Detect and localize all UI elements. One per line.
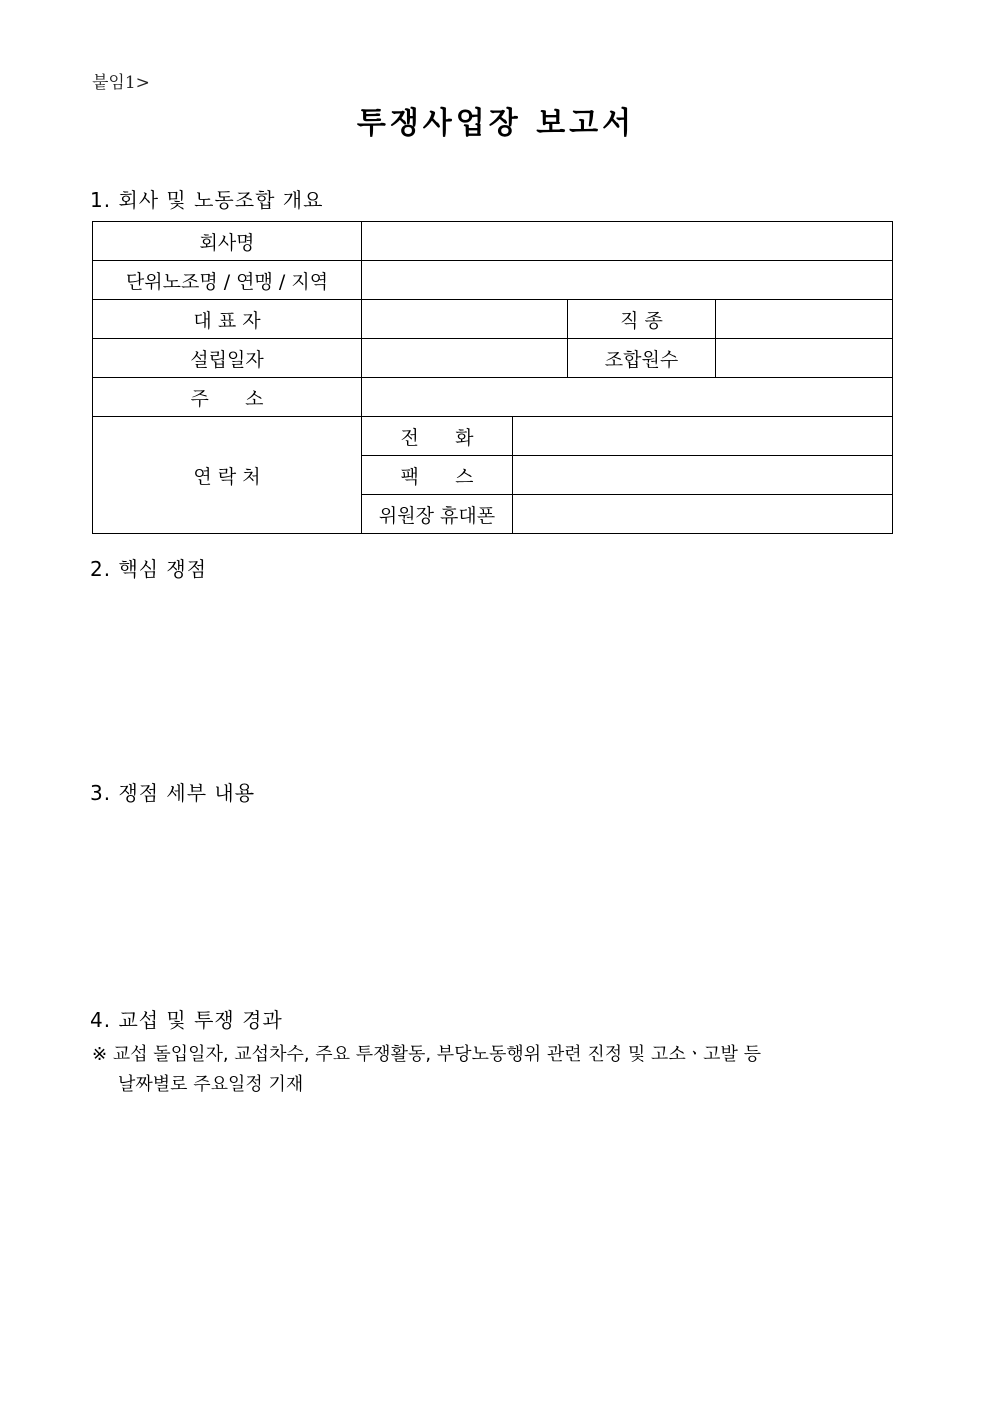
label-representative: 대 표 자 (93, 300, 362, 339)
table-row (93, 261, 893, 300)
table-row (93, 222, 893, 261)
attachment-label: 붙임1> (92, 73, 150, 93)
value-fax[interactable] (513, 456, 893, 495)
value-company-name[interactable] (362, 222, 893, 261)
value-union-info[interactable] (362, 261, 893, 300)
label-address: 주 소 (93, 378, 362, 417)
label-union-info: 단위노조명 / 연맹 / 지역 (93, 261, 362, 300)
value-representative[interactable] (362, 300, 568, 339)
label-fax: 팩 스 (362, 456, 513, 495)
value-chair-mobile[interactable] (513, 495, 893, 534)
note-line-2: 날짜별로 주요일정 기재 (118, 1074, 304, 1095)
label-established-date: 설립일자 (93, 339, 362, 378)
section-2-heading: 2. 핵심 쟁점 (90, 557, 208, 581)
label-phone: 전 화 (362, 417, 513, 456)
value-established-date[interactable] (362, 339, 568, 378)
section-4-heading: 4. 교섭 및 투쟁 경과 (90, 1008, 283, 1032)
value-phone[interactable] (513, 417, 893, 456)
value-industry[interactable] (716, 300, 893, 339)
company-overview-table (92, 221, 893, 534)
section-1-heading: 1. 회사 및 노동조합 개요 (90, 188, 324, 212)
table-row (93, 378, 893, 417)
note-line-1: ※ 교섭 돌입일자, 교섭차수, 주요 투쟁활동, 부당노동행위 관련 진정 및 고소ㆍ고발 등 (92, 1044, 761, 1065)
section-4-note (92, 1040, 761, 1100)
value-address[interactable] (362, 378, 893, 417)
label-chair-mobile: 위원장 휴대폰 (362, 495, 513, 534)
section-3-heading: 3. 쟁점 세부 내용 (90, 781, 256, 805)
table-row (93, 339, 893, 378)
table-row (93, 417, 893, 456)
label-industry: 직 종 (568, 300, 716, 339)
page-title: 투쟁사업장 보고서 (356, 106, 636, 141)
label-member-count: 조합원수 (568, 339, 716, 378)
label-company-name: 회사명 (93, 222, 362, 261)
label-contact: 연 락 처 (93, 417, 362, 534)
value-member-count[interactable] (716, 339, 893, 378)
table-row (93, 300, 893, 339)
